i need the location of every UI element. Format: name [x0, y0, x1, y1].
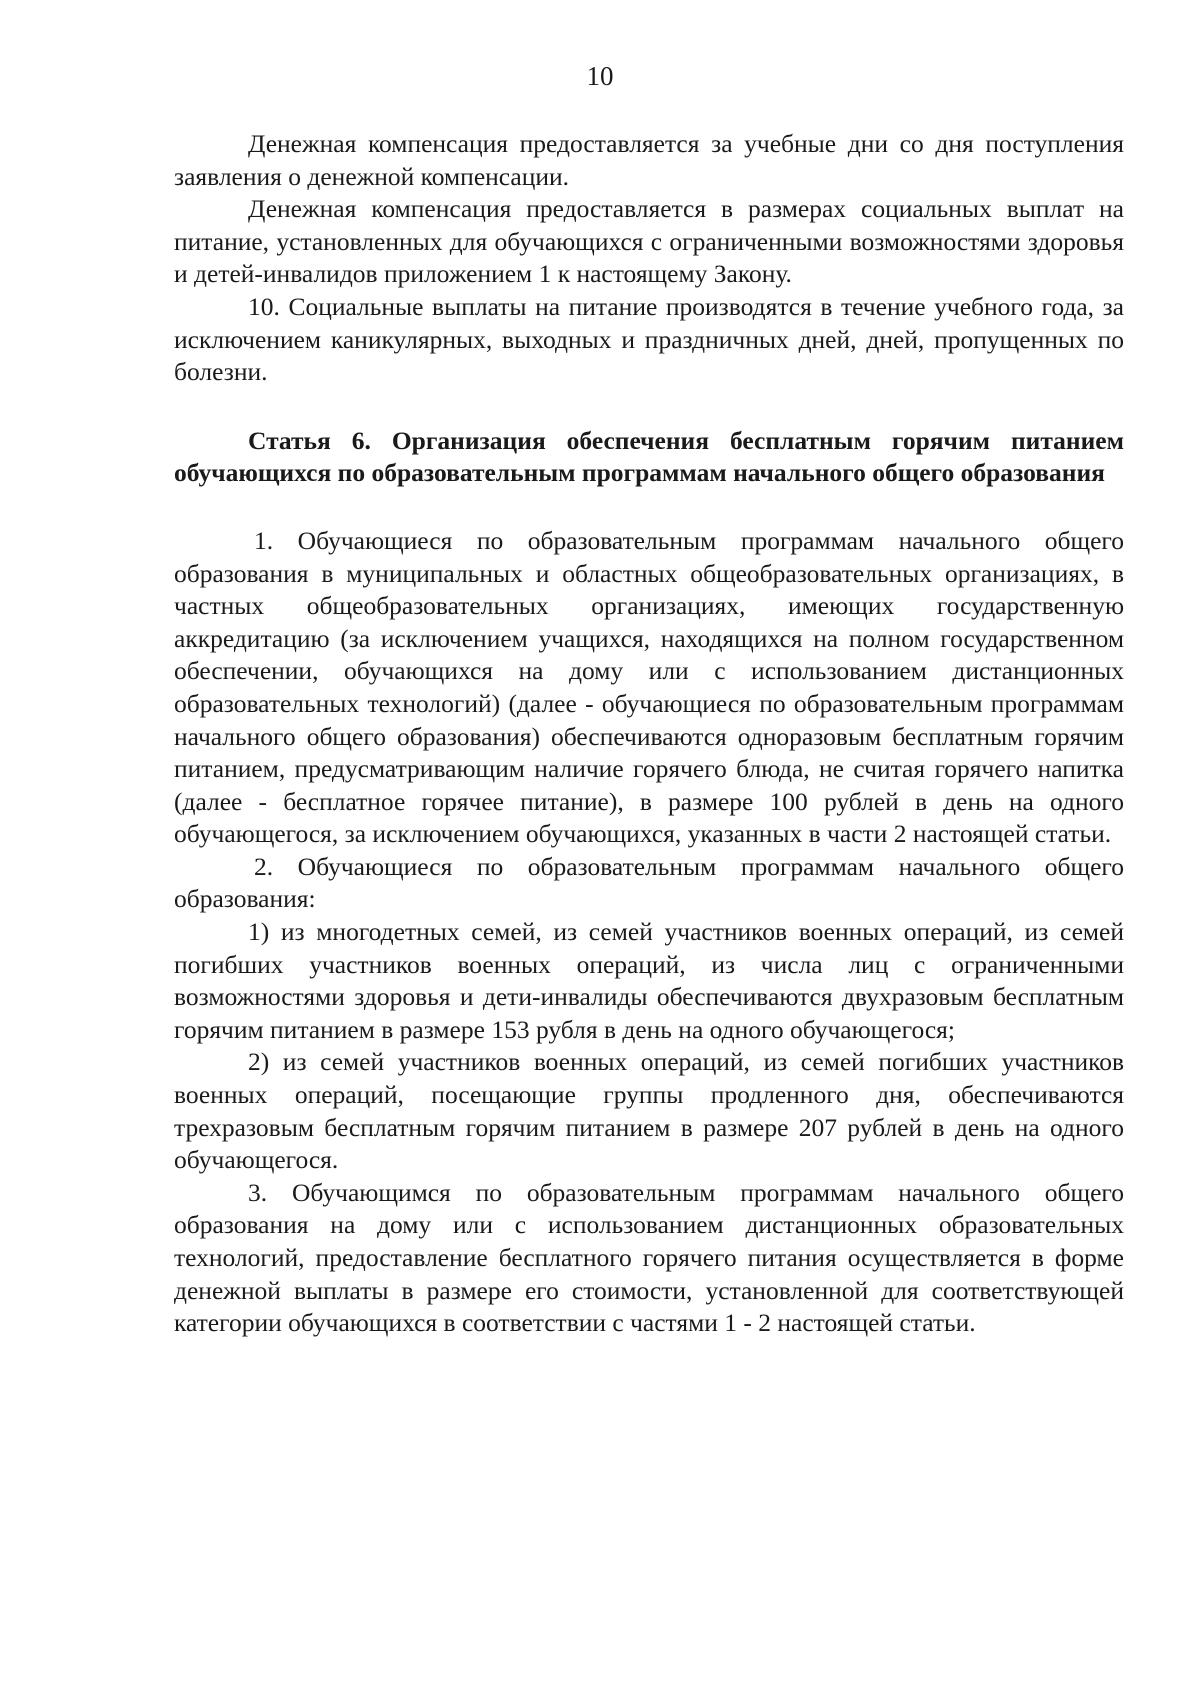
article-part-3: 3. Обучающимся по образовательным программам начального общего образования на дому или с использованием дистанционных образовательных технологий, предоставление бесплатного горячего питания осуществляется в форме денежной выплаты в размере его стоимости, установленной для соответствующей категории обучающихся в соответствии с частями 1 - 2 настоящей статьи.	[174, 1177, 1124, 1338]
article-part-2-item-2: 2) из семей участников военных операций, из семей погибших участников военных операций, посещающие группы продленного дня, обеспечиваются трехразовым бесплатным горячим питанием в размере 207 рублей в день на одного обучающегося.	[174, 1047, 1124, 1175]
paragraph-compensation-amount: Денежная компенсация предоставляется в размерах социальных выплат на питание, установленных для обучающихся с ограниченными возможностями здоровья и детей-инвалидов приложением 1 к настоящему Закону.	[174, 194, 1124, 289]
paragraph-compensation-days: Денежная компенсация предоставляется за учебные дни со дня поступления заявления о денежной компенсации.	[174, 129, 1124, 191]
spacer	[174, 490, 1124, 525]
article-part-2-item-1: 1) из многодетных семей, из семей участников военных операций, из семей погибших участников военных операций, из числа лиц с ограниченными возможностями здоровья и дети-инвалиды обеспечиваются двухразовым бесплатным горячим питанием в размере 153 рубля в день на одного обучающегося;	[174, 917, 1124, 1044]
article-heading: Статья 6. Организация обеспечения бесплатным горячим питанием обучающихся по образовательным программам начального общего образования	[174, 425, 1124, 488]
page-number: 10	[586, 61, 614, 91]
document-body	[174, 128, 1124, 1340]
paragraph-item-10: 10. Социальные выплаты на питание производятся в течение учебного года, за исключением каникулярных, выходных и праздничных дней, дней, пропущенных по болезни.	[174, 291, 1124, 387]
article-part-2: 2. Обучающиеся по образовательным программам начального общего образования:	[174, 851, 1124, 914]
spacer	[174, 389, 1124, 425]
article-part-1: 1. Обучающиеся по образовательным программам начального общего образования в муниципальных и областных общеобразовательных организациях, в частных общеобразовательных организациях, имеющих государственную аккредитацию (за исключением учащихся, находящихся на полном государственном обеспечении, обучающихся на дому или с использованием дистанционных образовательных технологий) (далее - обучающиеся по образовательным программам начального общего образования) обеспечиваются одноразовым бесплатным горячим питанием, предусматривающим наличие горячего блюда, не считая горячего напитка (далее - бесплатное горячее питание), в размере 100 рублей в день на одного обучающегося, за исключением обучающихся, указанных в части 2 настоящей статьи.	[174, 525, 1124, 849]
